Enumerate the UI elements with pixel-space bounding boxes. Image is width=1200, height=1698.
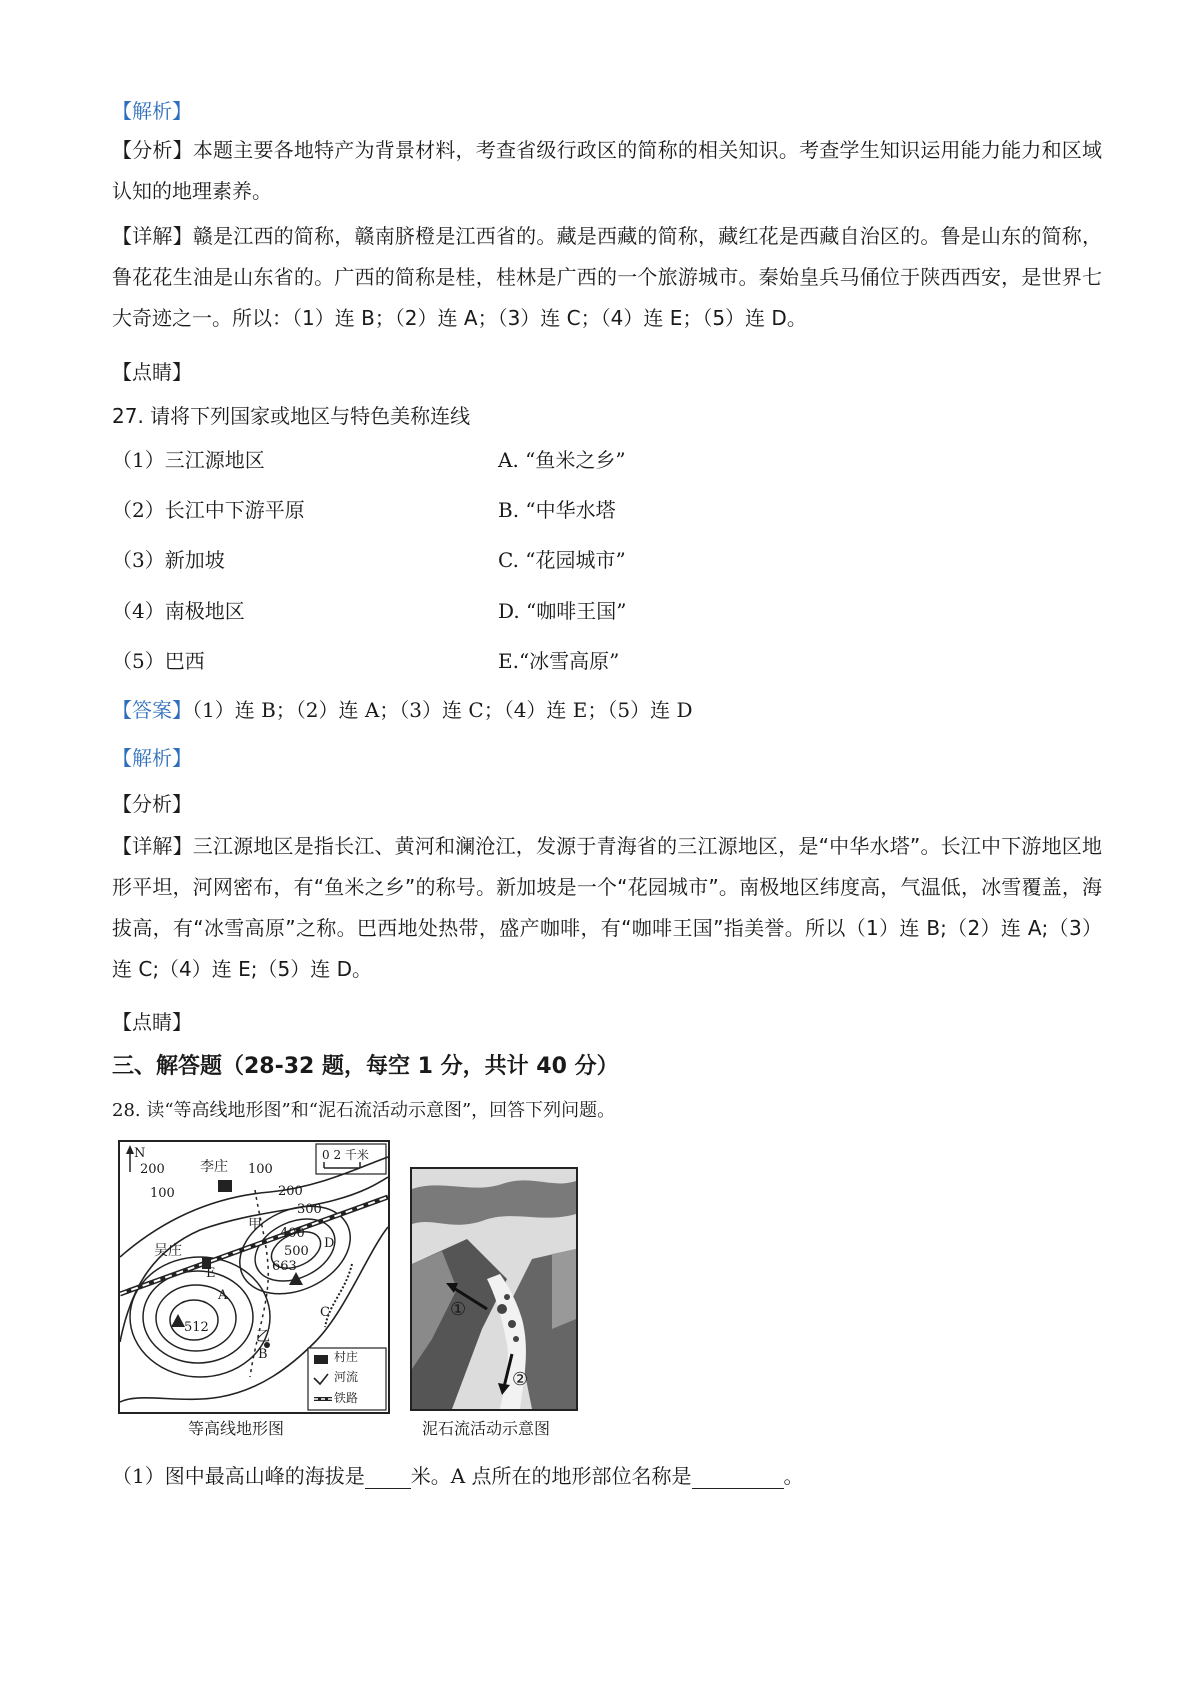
legend-village: 村庄 (334, 1350, 359, 1364)
contour-label-100b: 100 (150, 1186, 175, 1201)
village-wuzhuang: 吴庄 (154, 1243, 182, 1259)
peak-512: 512 (184, 1320, 209, 1335)
q27-left-2: （2）长江中下游平原 (112, 498, 305, 522)
contour-label-300: 300 (297, 1202, 322, 1217)
village-lizhuang: 李庄 (200, 1159, 228, 1175)
point-b: B (258, 1347, 268, 1362)
legend-railway: 铁路 (334, 1391, 359, 1405)
q27-left-3: （3）新加坡 (112, 548, 225, 572)
q27-right-b: B. “中华水塔 (498, 498, 616, 522)
debris-label-1: ① (450, 1299, 467, 1320)
q27-right-a: A. “鱼米之乡” (498, 448, 626, 472)
point-jia: 甲 (248, 1217, 262, 1233)
answer-text: （1）连 B；（2）连 A；（3）连 C；（4）连 E；（5）连 D (192, 698, 693, 722)
q28-sub1-part-b: 米。A 点所在的地形部位名称是 (410, 1464, 692, 1488)
q27-right-c: C. “花园城市” (498, 548, 626, 572)
q27-right-e: E.“冰雪高原” (498, 649, 620, 673)
debris-label-2: ② (512, 1369, 529, 1390)
contour-label-200b: 200 (278, 1184, 303, 1199)
fenxi-27: 【分析】 (112, 792, 192, 816)
north-label: N (134, 1146, 146, 1161)
legend-river: 河流 (334, 1370, 359, 1384)
q27-left-1: （1）三江源地区 (112, 448, 265, 472)
q28-sub1-part-a: （1）图中最高山峰的海拔是 (112, 1464, 365, 1488)
jiexi-tag-27: 【解析】 (112, 746, 192, 770)
section-heading: 三、解答题（28-32 题，每空 1 分，共计 40 分） (112, 1054, 619, 1079)
jiexi-tag-26: 【解析】 (112, 99, 192, 123)
dianjing-27: 【点睛】 (112, 1010, 192, 1034)
contour-label-200a: 200 (140, 1162, 165, 1177)
point-c: C (320, 1305, 330, 1320)
peak-663: 663 (272, 1259, 297, 1274)
contour-label-100a: 100 (248, 1162, 273, 1177)
xiangjie-27: 【详解】三江源地区是指长江、黄河和澜沧江，发源于青海省的三江源地区，是“中华水塔”。长江中下游地区地形平坦，河网密布，有“鱼米之乡”的称号。新加坡是一个“花园城市”。南极地区纬度高，气温低，冰雪覆盖，海拔高，有“冰雪高原”之称。巴西地处热带，盛产咖啡，有“咖啡王国”指美誉。所以（1）连 B;（2）连 A;（3）连 C;（4）连 E;（5）连 D。 (112, 834, 1102, 981)
q28-sub1-part-c: 。 (783, 1464, 804, 1488)
q27-right-d: D. “咖啡王国” (498, 599, 627, 623)
q28-sub1 (112, 1460, 804, 1489)
debris-flow-caption: 泥石流活动示意图 (422, 1419, 551, 1438)
contour-map (118, 1140, 390, 1414)
dianjing-26: 【点睛】 (112, 360, 192, 384)
point-yi: 乙 (256, 1329, 270, 1345)
q27-stem: 27. 请将下列国家或地区与特色美称连线 (112, 404, 471, 428)
contour-map-caption: 等高线地形图 (188, 1419, 285, 1438)
debris-flow-image (410, 1167, 578, 1411)
answer-blank-altitude[interactable] (365, 1464, 411, 1489)
xiangjie-26: 【详解】赣是江西的简称，赣南脐橙是江西省的。藏是西藏的简称，藏红花是西藏自治区的。鲁是山东的简称，鲁花花生油是山东省的。广西的简称是桂，桂林是广西的一个旅游城市。秦始皇兵马俑位于陕西西安，是世界七大奇迹之一。所以：（1）连 B；（2）连 A；（3）连 C；（4）连 E；（5）连 D。 (112, 224, 1102, 330)
contour-label-500: 500 (284, 1244, 309, 1259)
debris-flow-drawing (412, 1169, 576, 1409)
answer-tag: 【答案】 (112, 698, 192, 722)
answer-blank-landform[interactable] (692, 1464, 784, 1489)
q27-left-4: （4）南极地区 (112, 599, 245, 623)
q28-stem: 28. 读“等高线地形图”和“泥石流活动示意图”，回答下列问题。 (112, 1100, 616, 1121)
contour-label-400: 400 (280, 1226, 305, 1241)
q27-answer (112, 694, 693, 723)
point-e: E (206, 1266, 216, 1281)
point-a: A (218, 1288, 228, 1303)
fenxi-26: 【分析】本题主要各地特产为背景材料，考查省级行政区的简称的相关知识。考查学生知识运用能力能力和区域认知的地理素养。 (112, 138, 1102, 203)
q27-left-5: （5）巴西 (112, 649, 205, 673)
scale-label: 0 2 千米 (322, 1148, 369, 1162)
point-d: D (324, 1236, 335, 1251)
